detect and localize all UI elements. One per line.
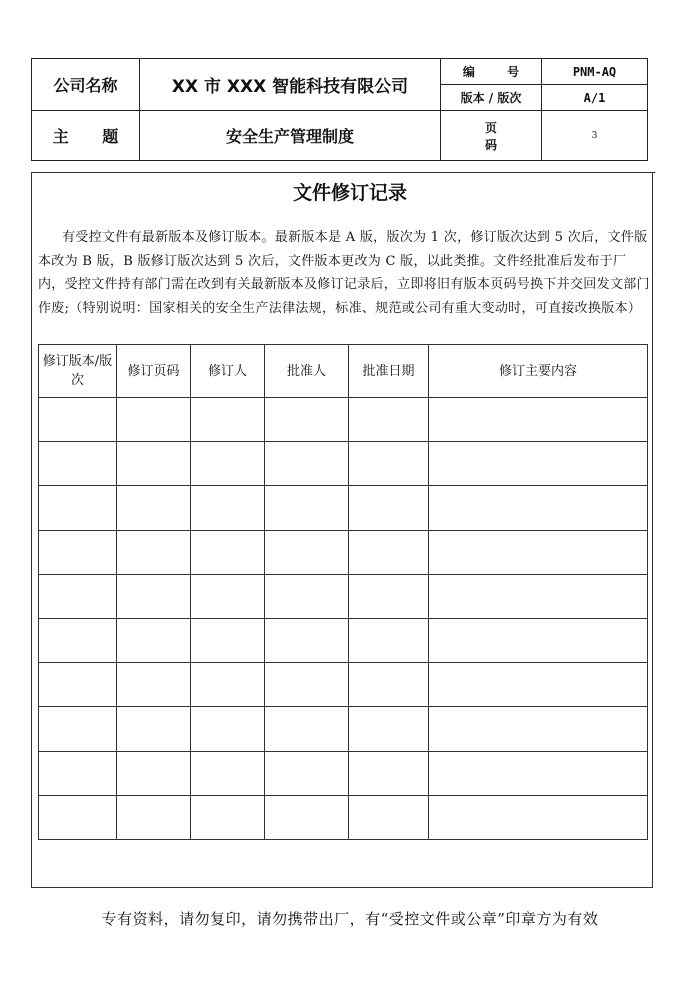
revision-table	[38, 344, 648, 840]
col-revision-content: 修订主要内容	[429, 345, 648, 398]
table-cell[interactable]	[117, 751, 191, 795]
table-cell[interactable]	[265, 751, 349, 795]
table-cell[interactable]	[265, 663, 349, 707]
table-cell[interactable]	[429, 486, 648, 530]
table-row	[39, 530, 648, 574]
table-cell[interactable]	[349, 795, 429, 839]
col-revision-version: 修订版本/版次	[39, 345, 117, 398]
table-cell[interactable]	[191, 663, 265, 707]
revision-table-header	[39, 345, 648, 398]
intro-paragraph: 有受控文件有最新版本及修订版本。最新版本是 A 版，版次为 1 次，修订版次达到 5 次后，文件版本改为 B 版，B 版修订版次达到 5 次后，文件版本更改为 C 版，以此类推。文件经批准后发布于厂内，受控文件持有部门需在改到有关最新版本及修订记录后，立即将旧有版本页码号换下并交回发文部门作废;（特别说明：国家相关的安全生产法律法规，标准、规范或公司有重大变动时，可直接改换版本）	[38, 230, 650, 316]
table-cell[interactable]	[191, 707, 265, 751]
table-cell[interactable]	[39, 663, 117, 707]
table-row	[39, 442, 648, 486]
table-cell[interactable]	[429, 618, 648, 662]
table-cell[interactable]	[429, 751, 648, 795]
table-cell[interactable]	[429, 530, 648, 574]
table-cell[interactable]	[117, 795, 191, 839]
table-cell[interactable]	[349, 618, 429, 662]
table-cell[interactable]	[349, 442, 429, 486]
table-row	[39, 707, 648, 751]
table-cell[interactable]	[191, 486, 265, 530]
table-row	[39, 751, 648, 795]
code-value: PNM-AQ	[542, 59, 648, 85]
table-row	[39, 486, 648, 530]
col-revised-pages: 修订页码	[117, 345, 191, 398]
company-name: XX 市 XXX 智能科技有限公司	[140, 59, 441, 111]
table-cell[interactable]	[349, 530, 429, 574]
table-cell[interactable]	[265, 574, 349, 618]
table-cell[interactable]	[265, 442, 349, 486]
table-cell[interactable]	[117, 618, 191, 662]
table-cell[interactable]	[39, 530, 117, 574]
table-cell[interactable]	[191, 442, 265, 486]
table-cell[interactable]	[349, 486, 429, 530]
table-cell[interactable]	[117, 530, 191, 574]
table-cell[interactable]	[429, 795, 648, 839]
table-cell[interactable]	[117, 707, 191, 751]
subject-value: 安全生产管理制度	[140, 111, 441, 161]
table-cell[interactable]	[349, 707, 429, 751]
table-cell[interactable]	[191, 618, 265, 662]
table-row	[39, 618, 648, 662]
table-cell[interactable]	[349, 574, 429, 618]
document-title: 文件修订记录	[292, 182, 407, 204]
table-cell[interactable]	[429, 398, 648, 442]
table-cell[interactable]	[39, 486, 117, 530]
table-row	[39, 574, 648, 618]
table-cell[interactable]	[349, 663, 429, 707]
table-cell[interactable]	[265, 795, 349, 839]
version-value: A/1	[542, 85, 648, 111]
table-cell[interactable]	[117, 663, 191, 707]
table-row	[39, 795, 648, 839]
page-number: 3	[542, 111, 648, 161]
code-label: 编 号	[441, 59, 542, 85]
table-cell[interactable]	[429, 707, 648, 751]
table-cell[interactable]	[429, 574, 648, 618]
table-cell[interactable]	[191, 751, 265, 795]
table-cell[interactable]	[191, 530, 265, 574]
table-cell[interactable]	[39, 707, 117, 751]
version-label: 版本 / 版次	[441, 85, 542, 111]
page-label: 页 码	[441, 111, 542, 161]
table-cell[interactable]	[191, 574, 265, 618]
table-cell[interactable]	[265, 618, 349, 662]
table-cell[interactable]	[349, 751, 429, 795]
table-cell[interactable]	[117, 574, 191, 618]
table-row	[39, 398, 648, 442]
table-cell[interactable]	[117, 486, 191, 530]
table-cell[interactable]	[265, 486, 349, 530]
subject-label: 主 题	[32, 111, 140, 161]
table-cell[interactable]	[39, 795, 117, 839]
table-cell[interactable]	[39, 751, 117, 795]
company-label: 公司名称	[32, 59, 140, 111]
table-cell[interactable]	[265, 707, 349, 751]
table-cell[interactable]	[39, 574, 117, 618]
table-cell[interactable]	[39, 442, 117, 486]
footer-notice: 专有资料，请勿复印，请勿携带出厂，有“受控文件或公章”印章方为有效	[101, 910, 599, 928]
col-approval-date: 批准日期	[349, 345, 429, 398]
table-row	[39, 663, 648, 707]
col-reviser: 修订人	[191, 345, 265, 398]
table-cell[interactable]	[429, 663, 648, 707]
table-cell[interactable]	[39, 618, 117, 662]
table-cell[interactable]	[349, 398, 429, 442]
table-cell[interactable]	[39, 398, 117, 442]
table-cell[interactable]	[191, 398, 265, 442]
table-cell[interactable]	[117, 442, 191, 486]
document-header-table	[31, 58, 648, 161]
table-cell[interactable]	[265, 398, 349, 442]
table-cell[interactable]	[429, 442, 648, 486]
table-cell[interactable]	[265, 530, 349, 574]
table-cell[interactable]	[191, 795, 265, 839]
table-cell[interactable]	[117, 398, 191, 442]
col-approver: 批准人	[265, 345, 349, 398]
